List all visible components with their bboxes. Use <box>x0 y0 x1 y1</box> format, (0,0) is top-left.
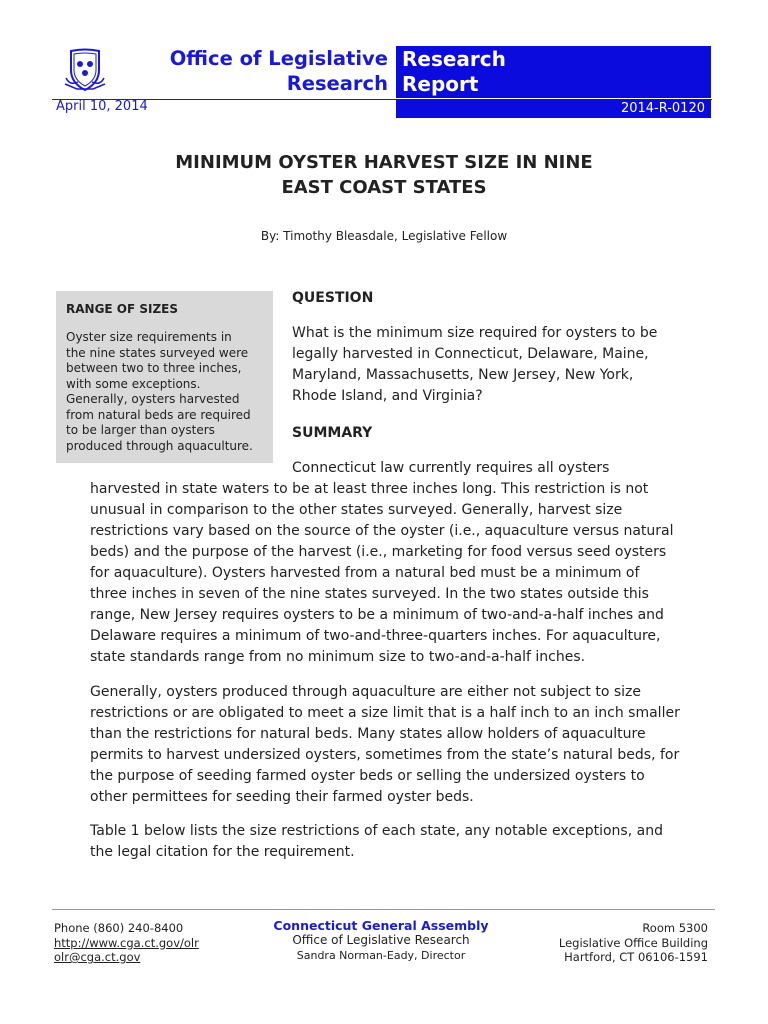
office-title-line2: Research <box>286 72 388 95</box>
sidebar-line: the nine states surveyed were <box>66 345 249 360</box>
sidebar-line: between two to three inches, <box>66 361 242 375</box>
sidebar-line: Oyster size requirements in <box>66 330 232 344</box>
sidebar-line: produced through aquaculture. <box>66 438 253 453</box>
sidebar-body <box>66 330 265 454</box>
document-title <box>84 150 684 200</box>
title-line2: EAST COAST STATES <box>281 177 487 198</box>
footer-organization <box>254 918 508 963</box>
footer-address <box>510 921 708 965</box>
report-date: April 10, 2014 <box>56 99 148 114</box>
summary-line: beds) and the purpose of the harvest (i.e., marketing for food versus seed oysters <box>90 544 667 560</box>
title-line1: MINIMUM OYSTER HARVEST SIZE IN NINE <box>175 152 593 173</box>
footer-website-link[interactable]: http://www.cga.ct.gov/olr <box>54 935 199 950</box>
paragraph-line: than the restrictions for natural beds. Many states allow holders of aquaculture <box>90 726 646 742</box>
office-title <box>120 46 388 96</box>
question-line: legally harvested in Connecticut, Delaware, Maine, <box>292 346 649 362</box>
research-report-banner <box>396 46 711 98</box>
summary-line: restrictions vary based on the source of the oyster (i.e., aquaculture versus natural <box>90 523 674 539</box>
report-number: 2014-R-0120 <box>396 99 711 118</box>
ct-state-seal-icon <box>62 46 108 92</box>
footer-office: Office of Legislative Research <box>292 933 470 947</box>
summary-line: three inches in seven of the nine states surveyed. In the two states outside this <box>90 586 649 602</box>
paragraph-line: other permittees for seeding their farmed oyster beds. <box>90 789 474 805</box>
summary-heading: SUMMARY <box>292 425 373 441</box>
question-heading: QUESTION <box>292 290 374 306</box>
footer-rule <box>52 909 715 910</box>
question-line: Rhode Island, and Virginia? <box>292 388 483 404</box>
summary-line: Delaware requires a minimum of two-and-three-quarters inches. For aquaculture, <box>90 628 661 644</box>
paragraph-line: permits to harvest undersized oysters, sometimes from the state’s natural beds, for <box>90 747 680 763</box>
summary-paragraph-3 <box>90 821 690 863</box>
question-line: Maryland, Massachusetts, New Jersey, New York, <box>292 367 634 383</box>
sidebar-heading: RANGE OF SIZES <box>66 302 179 316</box>
office-title-line1: Office of Legislative <box>169 47 388 70</box>
footer-contact <box>54 921 199 965</box>
range-of-sizes-sidebar <box>56 291 273 463</box>
question-text <box>292 323 692 407</box>
paragraph-line: Table 1 below lists the size restrictions of each state, any notable exceptions, and <box>90 823 663 839</box>
paragraph-line: restrictions or are obligated to meet a size limit that is a half inch to an inch smaller <box>90 705 680 721</box>
footer-director: Sandra Norman-Eady, Director <box>296 949 466 962</box>
summary-paragraph-2 <box>90 682 690 808</box>
summary-line: state standards range from no minimum size to two-and-a-half inches. <box>90 649 586 665</box>
summary-paragraph-1 <box>90 479 690 668</box>
paragraph-line: the purpose of seeding farmed oyster beds or selling the undersized oysters to <box>90 768 645 784</box>
summary-line: for aquaculture). Oysters harvested from a natural bed must be a minimum of <box>90 565 640 581</box>
footer-phone: Phone (860) 240-8400 <box>54 921 184 935</box>
sidebar-line: with some exceptions. <box>66 376 201 391</box>
summary-line: harvested in state waters to be at least three inches long. This restriction is not <box>90 481 649 497</box>
sidebar-line: Generally, oysters harvested <box>66 392 240 406</box>
summary-line: range, New Jersey requires oysters to be a minimum of two-and-a-half inches and <box>90 607 664 623</box>
paragraph-line: the legal citation for the requirement. <box>90 844 355 860</box>
banner-line2: Report <box>402 72 479 96</box>
footer-room: Room 5300 <box>642 921 708 935</box>
question-line: What is the minimum size required for oysters to be <box>292 325 658 341</box>
sidebar-line: from natural beds are required <box>66 407 251 422</box>
footer-city: Hartford, CT 06106-1591 <box>564 950 708 964</box>
footer-assembly: Connecticut General Assembly <box>273 918 489 933</box>
summary-line: unusual in comparison to the other states surveyed. Generally, harvest size <box>90 502 623 518</box>
paragraph-line: Generally, oysters produced through aquaculture are either not subject to size <box>90 684 642 700</box>
footer-email-link[interactable]: olr@cga.ct.gov <box>54 950 141 964</box>
byline: By: Timothy Bleasdale, Legislative Fellow <box>260 229 508 243</box>
sidebar-line: to be larger than oysters <box>66 423 215 437</box>
summary-first-line: Connecticut law currently requires all oysters <box>292 460 610 476</box>
footer-building: Legislative Office Building <box>558 935 708 950</box>
banner-line1: Research <box>402 47 506 71</box>
